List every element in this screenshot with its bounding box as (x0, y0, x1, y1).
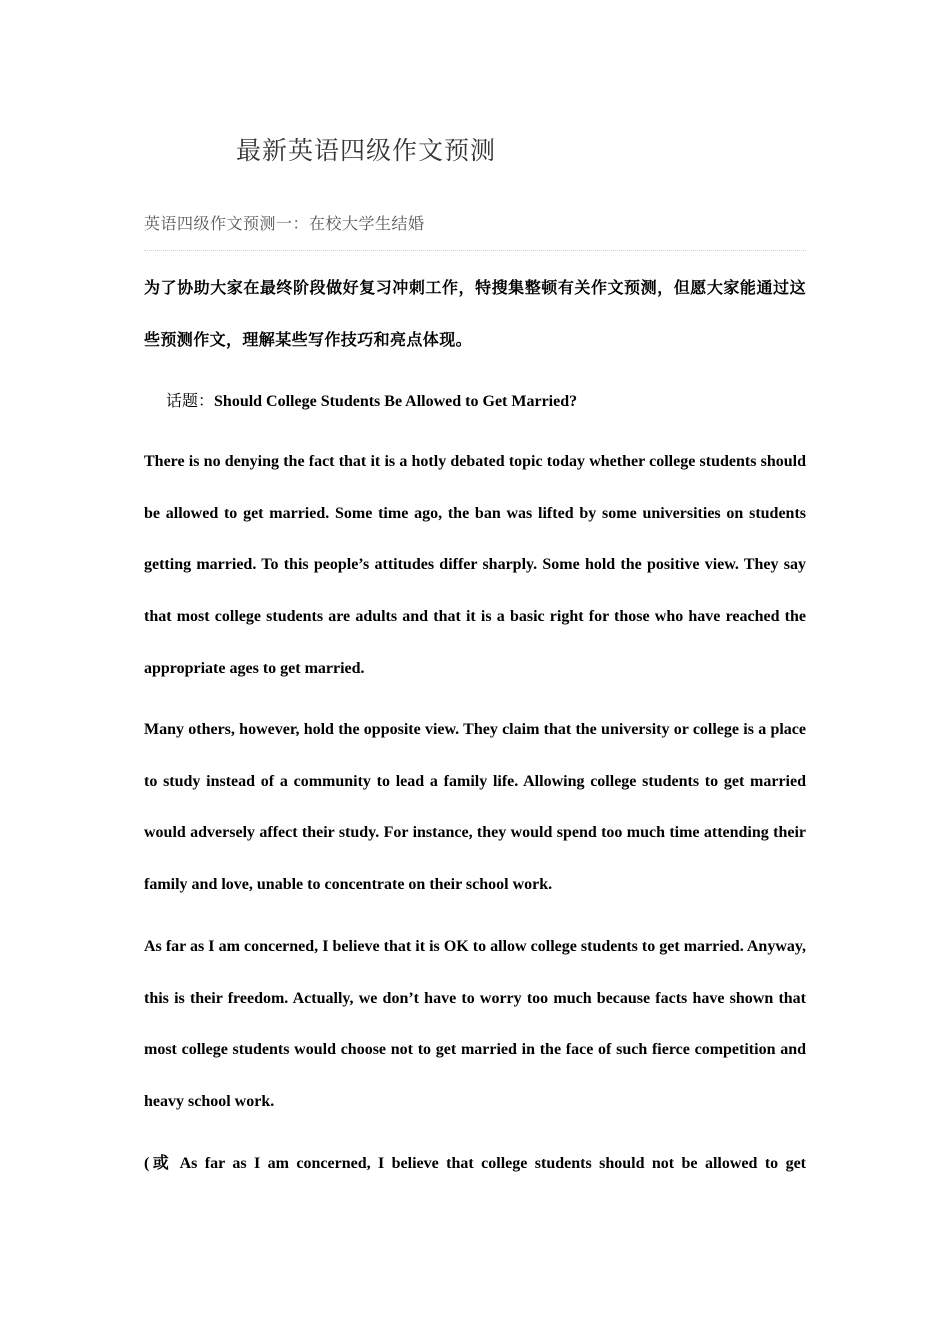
document-title: 最新英语四级作文预测 (236, 138, 497, 165)
essay-paragraph-3: As far as I am concerned, I believe that it is OK to allow college students to get married. Anyway, this is their freedom. Actually, we don’t have to worry too much because facts have shown that most college students would choose not to get married in the face of such fierce competition and heavy school work. (144, 938, 806, 1111)
essay-topic (166, 388, 577, 411)
dotted-divider (144, 250, 806, 251)
topic-text: Should College Students Be Allowed to Get Married? (214, 393, 578, 410)
essay-paragraph-2: Many others, however, hold the opposite view. They claim that the university or college is a place to study instead of a community to lead a family life. Allowing college students to get married would adversely affect their study. For instance, they would spend too much time attending their family and love, unable to concentrate on their school work. (144, 721, 806, 894)
essay-paragraph-1: There is no denying the fact that it is a hotly debated topic today whether college students should be allowed to get married. Some time ago, the ban was lifted by some universities on students getting married. To this people’s attitudes differ sharply. Some hold the positive view. They say that most college students are adults and that it is a basic right for those who have reached the appropriate ages to get married. (144, 453, 806, 677)
essay-paragraph-4: (或 As far as I am concerned, I believe that college students should not be allowed to get (144, 1155, 806, 1172)
topic-prefix: 话题： (166, 393, 215, 410)
intro-paragraph: 为了协助大家在最终阶段做好复习冲刺工作，特搜集整顿有关作文预测，但愿大家能通过这些预测作文，理解某些写作技巧和亮点体现。 (144, 280, 806, 349)
section-subtitle: 英语四级作文预测一：在校大学生结婚 (144, 216, 425, 233)
